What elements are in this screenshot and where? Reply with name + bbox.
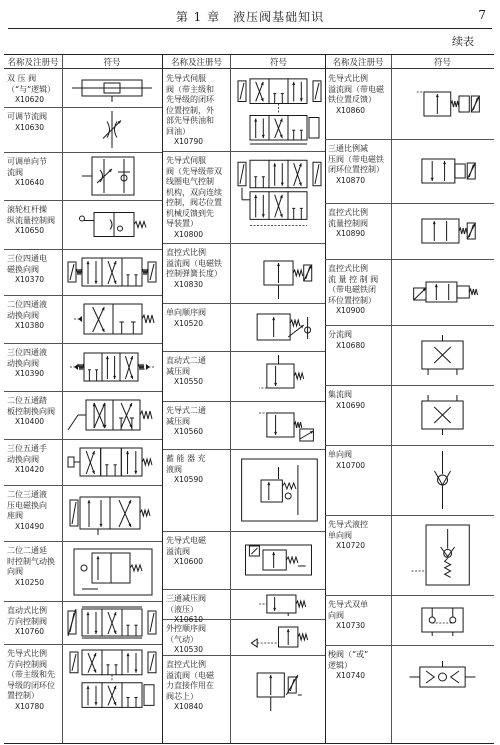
register-code: X10420 bbox=[15, 465, 44, 474]
column-header-symbol: 符号 bbox=[103, 58, 121, 68]
external-sequence-valve-icon bbox=[230, 619, 327, 655]
valve-name: 直控式比例 溢流阀（电磁铁 控制弹簧长度） bbox=[166, 248, 222, 278]
poppet-3-2-valve-icon bbox=[62, 485, 162, 541]
valve-name: 蓄 能 器 充 液阀 bbox=[166, 454, 206, 474]
valve-name: 先导式伺服 阀（先导级带双 线圈电气控制 机构，双向连续 控制，阀芯位置 机械反馈到先 导装置） bbox=[166, 156, 222, 228]
register-code: X10870 bbox=[336, 175, 365, 185]
double-check-valve-icon bbox=[391, 595, 494, 645]
check-sequence-valve-icon bbox=[230, 303, 327, 351]
valve-symbol bbox=[230, 531, 327, 589]
valve-name-cell bbox=[7, 112, 60, 133]
shuttle-and-valve-icon bbox=[62, 69, 162, 107]
table-panel-1 bbox=[4, 55, 162, 743]
valve-name-cell bbox=[7, 254, 60, 286]
table-row bbox=[325, 515, 494, 596]
valve-name: 滚轮杠杆操 纵流量控制阀 bbox=[7, 205, 55, 225]
manual-5-3-valve-icon bbox=[62, 439, 162, 485]
register-code: X10490 bbox=[15, 521, 44, 531]
valve-name: 二位三通液 压电磁换向 座阀 bbox=[7, 490, 47, 520]
table-row bbox=[325, 139, 494, 204]
table-row bbox=[325, 595, 494, 646]
valve-symbol bbox=[62, 601, 162, 644]
valve-symbol bbox=[62, 541, 162, 601]
valve-name: 三位五通手 动换向阀 bbox=[7, 444, 47, 464]
register-code: X10650 bbox=[15, 226, 44, 235]
table-panel-2 bbox=[162, 55, 326, 743]
table-row bbox=[163, 303, 325, 352]
register-code: X10760 bbox=[15, 627, 44, 636]
table-row bbox=[325, 445, 494, 516]
table-row bbox=[325, 69, 494, 140]
proportional-relief-valve-icon bbox=[230, 243, 327, 303]
chapter-title: 第 1 章 液压阀基础知识 bbox=[175, 10, 325, 24]
hydraulic-4-3-valve-icon bbox=[62, 343, 162, 391]
valve-name-cell bbox=[166, 308, 228, 329]
valve-name-cell bbox=[7, 396, 60, 428]
table-row bbox=[163, 589, 325, 624]
closed-loop-flow-valve-icon bbox=[391, 259, 494, 325]
table-row bbox=[163, 531, 325, 590]
valve-name: 梭阀（“或” 逻辑） bbox=[328, 650, 369, 670]
valve-name-cell bbox=[166, 356, 228, 388]
column-header-name: 名称及注册号 bbox=[170, 58, 222, 68]
hydraulic-4-2-valve-icon bbox=[62, 295, 162, 343]
register-code: X10890 bbox=[336, 229, 365, 238]
valve-symbol bbox=[230, 401, 327, 449]
column-header-row bbox=[325, 55, 494, 69]
valve-symbol bbox=[391, 139, 494, 203]
valve-name: 外控顺序阀 （气动） bbox=[166, 624, 206, 644]
register-code: X10550 bbox=[174, 377, 203, 386]
valve-symbol bbox=[391, 259, 494, 325]
accumulator-charge-valve-icon bbox=[230, 449, 327, 531]
symbol-table bbox=[4, 54, 494, 744]
valve-name: 直控式比例 溢流阀（电磁 力直接作用在 阀芯上） bbox=[166, 660, 214, 701]
pilot-servo-valve-icon bbox=[230, 69, 327, 151]
table-row bbox=[4, 200, 162, 250]
valve-name: 直控式比例 流量控制阀 bbox=[328, 208, 368, 228]
valve-name: 先导式双单 向阀 bbox=[328, 600, 368, 620]
register-code: X10900 bbox=[336, 306, 365, 315]
valve-name: 单向顺序阀 bbox=[166, 308, 206, 317]
valve-name-cell bbox=[166, 660, 228, 713]
valve-name-cell bbox=[7, 546, 60, 588]
register-code: X10520 bbox=[174, 318, 203, 328]
register-code: X10400 bbox=[15, 417, 44, 426]
column-header-symbol: 符号 bbox=[433, 58, 451, 68]
register-code: X10610 bbox=[174, 615, 203, 624]
table-row bbox=[4, 485, 162, 542]
table-row bbox=[325, 385, 494, 446]
table-row bbox=[4, 644, 162, 709]
column-header-symbol: 符号 bbox=[269, 58, 287, 68]
valve-name-cell bbox=[166, 156, 228, 240]
table-row bbox=[163, 69, 325, 152]
adjustable-throttle-icon bbox=[62, 107, 162, 152]
valve-symbol bbox=[62, 343, 162, 391]
valve-name-cell bbox=[166, 248, 228, 290]
pilot-proportional-relief-icon bbox=[391, 69, 494, 139]
register-code: X10640 bbox=[15, 178, 44, 187]
flow-combiner-icon bbox=[391, 385, 494, 445]
register-code: X10720 bbox=[336, 541, 365, 550]
register-code: X10390 bbox=[15, 369, 44, 378]
table-row bbox=[163, 243, 325, 304]
valve-name-cell bbox=[328, 330, 389, 351]
valve-name: 三位四通液 动换向阀 bbox=[7, 348, 47, 368]
valve-name: 三通比例减 压阀（带电磁铁 闭环位置控制） bbox=[328, 144, 384, 174]
valve-name-cell bbox=[328, 450, 389, 471]
register-code: X10830 bbox=[174, 279, 203, 289]
valve-symbol bbox=[391, 645, 494, 709]
register-code: X10560 bbox=[174, 427, 203, 436]
register-code: X10780 bbox=[15, 701, 44, 711]
valve-name-cell bbox=[166, 74, 228, 148]
valve-name: 可调节流阀 bbox=[7, 112, 47, 121]
valve-name-cell bbox=[7, 490, 60, 532]
valve-symbol bbox=[62, 107, 162, 152]
time-delay-valve-icon bbox=[62, 541, 162, 601]
column-header-name: 名称及注册号 bbox=[332, 58, 384, 68]
direct-reducing-valve-icon bbox=[230, 351, 327, 401]
valve-name-cell bbox=[328, 600, 389, 632]
valve-symbol bbox=[230, 243, 327, 303]
valve-symbol bbox=[230, 589, 327, 619]
table-row bbox=[325, 325, 494, 386]
valve-symbol bbox=[391, 325, 494, 385]
one-way-throttle-icon bbox=[62, 152, 162, 200]
register-code: X10740 bbox=[336, 671, 365, 680]
table-row bbox=[325, 203, 494, 260]
table-row bbox=[4, 295, 162, 344]
valve-name: 可调单向节 流阀 bbox=[7, 157, 47, 177]
pedal-5-2-valve-icon bbox=[62, 391, 162, 439]
table-row bbox=[4, 601, 162, 645]
page-number: 7 bbox=[478, 8, 486, 22]
valve-name: 先导式液控 单向阀 bbox=[328, 520, 368, 540]
register-code: X10630 bbox=[15, 122, 44, 132]
register-code: X10250 bbox=[15, 577, 44, 587]
valve-name-cell bbox=[7, 300, 60, 332]
table-row bbox=[4, 541, 162, 602]
table-row bbox=[163, 655, 325, 715]
valve-name: 先导式比例 溢流阀（带电磁 铁位置反馈） bbox=[328, 74, 384, 104]
register-code: X10800 bbox=[174, 229, 203, 239]
valve-symbol bbox=[230, 449, 327, 531]
valve-symbol bbox=[230, 151, 327, 243]
valve-name-cell bbox=[328, 144, 389, 186]
valve-name-cell bbox=[328, 208, 389, 240]
column-header-row bbox=[4, 55, 162, 69]
solenoid-4-3-valve-icon bbox=[62, 249, 162, 295]
valve-name-cell bbox=[328, 74, 389, 116]
valve-symbol bbox=[62, 295, 162, 343]
table-row bbox=[163, 449, 325, 532]
header-rule bbox=[8, 28, 492, 29]
direct-proportional-relief-icon bbox=[230, 655, 327, 715]
table-row bbox=[163, 619, 325, 656]
table-row bbox=[163, 151, 325, 244]
valve-name: 集流阀 bbox=[328, 390, 352, 399]
valve-name-cell bbox=[166, 624, 228, 656]
valve-name: 直动式二通 减压阀 bbox=[166, 356, 206, 376]
valve-symbol bbox=[230, 69, 327, 151]
valve-symbol bbox=[62, 391, 162, 439]
valve-symbol bbox=[391, 203, 494, 259]
valve-name-cell bbox=[7, 348, 60, 380]
valve-symbol bbox=[391, 595, 494, 645]
register-code: X10790 bbox=[174, 137, 203, 146]
valve-name: 三位四通电 磁换向阀 bbox=[7, 254, 47, 274]
table-row bbox=[4, 343, 162, 392]
table-panel-3 bbox=[325, 55, 494, 743]
valve-name-cell bbox=[7, 205, 60, 237]
valve-symbol bbox=[230, 619, 327, 655]
register-code: X10620 bbox=[15, 95, 44, 104]
valve-name-cell bbox=[328, 390, 389, 411]
register-code: X10590 bbox=[174, 475, 203, 484]
valve-symbol bbox=[391, 515, 494, 595]
valve-name: 先导式二通 减压阀 bbox=[166, 406, 206, 426]
table-row bbox=[163, 351, 325, 402]
valve-symbol bbox=[62, 152, 162, 200]
proportional-flow-valve-icon bbox=[391, 203, 494, 259]
register-code: X10380 bbox=[15, 321, 44, 330]
table-row bbox=[163, 401, 325, 450]
table-row bbox=[4, 107, 162, 153]
valve-name-cell bbox=[7, 157, 60, 189]
valve-name-cell bbox=[7, 74, 60, 106]
valve-symbol bbox=[391, 445, 494, 515]
register-code: X10700 bbox=[336, 460, 365, 470]
register-code: X10730 bbox=[336, 621, 365, 630]
pilot-check-valve-icon bbox=[391, 515, 494, 595]
valve-symbol bbox=[230, 351, 327, 401]
table-row bbox=[4, 439, 162, 486]
valve-name: 先导式比例 方向控制阀 （带主级和先 导级的闭环位 置控制） bbox=[7, 649, 55, 700]
valve-name: 二位五通踏 板控制换向阀 bbox=[7, 396, 55, 416]
table-row bbox=[4, 249, 162, 296]
column-header-row bbox=[163, 55, 325, 69]
table-row bbox=[4, 391, 162, 440]
continued-label: 续表 bbox=[452, 35, 474, 48]
valve-symbol bbox=[391, 69, 494, 139]
register-code: X10530 bbox=[174, 645, 203, 654]
valve-name: 三通减压阀 （液压） bbox=[166, 594, 206, 614]
valve-name: 直控式比例 流 量 控 制 阀 （带电磁铁闭 环位置控制） bbox=[328, 264, 379, 305]
valve-symbol bbox=[230, 303, 327, 351]
table-row bbox=[4, 69, 162, 108]
check-valve-icon bbox=[391, 445, 494, 515]
proportional-direction-valve-icon bbox=[62, 601, 162, 644]
three-way-reducing-valve-icon bbox=[230, 589, 327, 619]
valve-name: 分流阀 bbox=[328, 330, 352, 339]
valve-name-cell bbox=[166, 406, 228, 438]
register-code: X10840 bbox=[174, 702, 203, 711]
valve-name-cell bbox=[328, 520, 389, 552]
three-way-proportional-reducing-icon bbox=[391, 139, 494, 203]
valve-name: 双 压 阀 （“与”逻辑） bbox=[7, 74, 56, 94]
valve-symbol bbox=[62, 200, 162, 249]
valve-name: 先导式伺服 阀（带主级和 先导级的闭环 位置控制，外 部先导供油和 回油） bbox=[166, 74, 214, 136]
register-code: X10600 bbox=[174, 557, 203, 566]
pilot-solenoid-relief-icon bbox=[230, 531, 327, 589]
register-code: X10370 bbox=[15, 275, 44, 284]
column-header-name: 名称及注册号 bbox=[7, 58, 59, 68]
valve-symbol bbox=[391, 385, 494, 445]
valve-name: 单向阀 bbox=[328, 450, 352, 459]
valve-name: 直动式比例 方向控制阀 bbox=[7, 606, 47, 626]
valve-name-cell bbox=[7, 649, 60, 712]
valve-name-cell bbox=[328, 650, 389, 682]
valve-name-cell bbox=[328, 264, 389, 317]
valve-name: 二位二通延 时控制气动换 向阀 bbox=[7, 546, 55, 576]
register-code: X10680 bbox=[336, 340, 365, 350]
register-code: X10860 bbox=[336, 105, 365, 115]
table-row bbox=[325, 645, 494, 709]
valve-symbol bbox=[62, 249, 162, 295]
valve-name-cell bbox=[7, 606, 60, 638]
page-header bbox=[0, 4, 500, 26]
valve-symbol bbox=[62, 439, 162, 485]
register-code: X10690 bbox=[336, 400, 365, 410]
flow-divider-icon bbox=[391, 325, 494, 385]
valve-name-cell bbox=[166, 454, 228, 486]
table-row bbox=[4, 152, 162, 201]
valve-symbol bbox=[62, 485, 162, 541]
valve-name-cell bbox=[166, 536, 228, 568]
pilot-proportional-direction-valve-icon bbox=[62, 644, 162, 709]
valve-name-cell bbox=[7, 444, 60, 476]
valve-symbol bbox=[62, 69, 162, 107]
shuttle-or-valve-icon bbox=[391, 645, 494, 709]
roller-flow-valve-icon bbox=[62, 200, 162, 249]
valve-name: 先导式电磁 溢流阀 bbox=[166, 536, 206, 556]
servo-feedback-valve-icon bbox=[230, 151, 327, 243]
valve-symbol bbox=[62, 644, 162, 709]
table-row bbox=[325, 259, 494, 326]
pilot-reducing-valve-icon bbox=[230, 401, 327, 449]
valve-symbol bbox=[230, 655, 327, 715]
valve-name: 二位四通液 动换向阀 bbox=[7, 300, 47, 320]
